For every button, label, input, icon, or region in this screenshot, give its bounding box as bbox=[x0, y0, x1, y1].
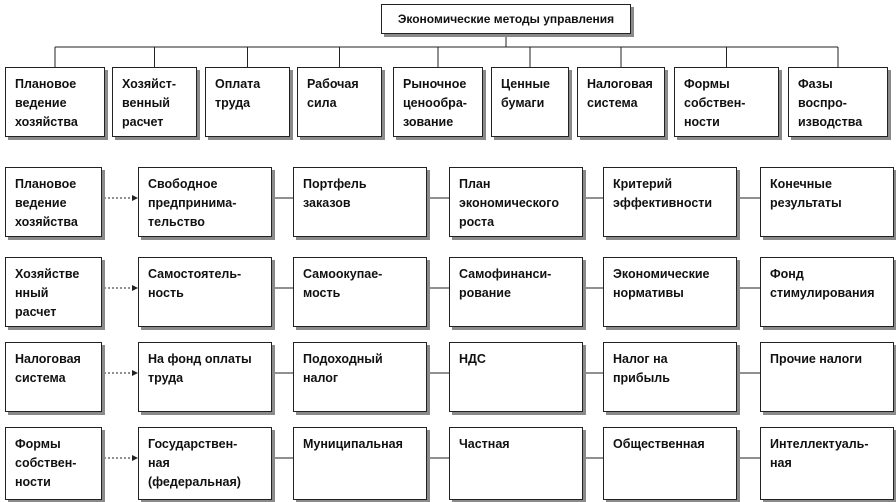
row-label-box: Плановое ведение хозяйства bbox=[5, 167, 102, 237]
row-item-box: Прочие налоги bbox=[760, 342, 894, 412]
row-item-box: Экономические нормативы bbox=[603, 257, 737, 327]
row-item-box: Самофинанси- рование bbox=[449, 257, 583, 327]
top-category-box: Формы собствен- ности bbox=[674, 67, 779, 137]
row-item-box: Самостоятель- ность bbox=[138, 257, 272, 327]
diagram-title: Экономические методы управления bbox=[381, 4, 631, 34]
row-item-box: Общественная bbox=[603, 427, 737, 500]
row-item-box: Фонд стимулирования bbox=[760, 257, 894, 327]
row-item-box: НДС bbox=[449, 342, 583, 412]
row-item-box: Частная bbox=[449, 427, 583, 500]
top-category-box: Налоговая система bbox=[577, 67, 665, 137]
row-item-box: Налог на прибыль bbox=[603, 342, 737, 412]
row-item-box: Самоокупае- мость bbox=[293, 257, 427, 327]
row-item-box: Конечные результаты bbox=[760, 167, 894, 237]
row-label-box: Формы собствен- ности bbox=[5, 427, 102, 500]
row-item-box: Подоходный налог bbox=[293, 342, 427, 412]
row-label-box: Налоговая система bbox=[5, 342, 102, 412]
row-item-box: Муниципальная bbox=[293, 427, 427, 500]
row-item-box: Интеллектуаль- ная bbox=[760, 427, 894, 500]
row-item-box: На фонд оплаты труда bbox=[138, 342, 272, 412]
row-item-box: Портфель заказов bbox=[293, 167, 427, 237]
row-item-box: План экономического роста bbox=[449, 167, 583, 237]
row-item-box: Государствен- ная (федеральная) bbox=[138, 427, 272, 500]
top-category-box: Оплата труда bbox=[205, 67, 290, 137]
top-category-box: Рыночное ценообра- зование bbox=[393, 67, 483, 137]
top-category-box: Рабочая сила bbox=[297, 67, 382, 137]
top-category-box: Хозяйст- венный расчет bbox=[112, 67, 197, 137]
top-category-box: Плановое ведение хозяйства bbox=[5, 67, 105, 137]
row-item-box: Свободное предпринима- тельство bbox=[138, 167, 272, 237]
top-category-box: Фазы воспро- изводства bbox=[788, 67, 888, 137]
top-category-box: Ценные бумаги bbox=[491, 67, 569, 137]
row-item-box: Критерий эффективности bbox=[603, 167, 737, 237]
row-label-box: Хозяйстве нный расчет bbox=[5, 257, 102, 327]
